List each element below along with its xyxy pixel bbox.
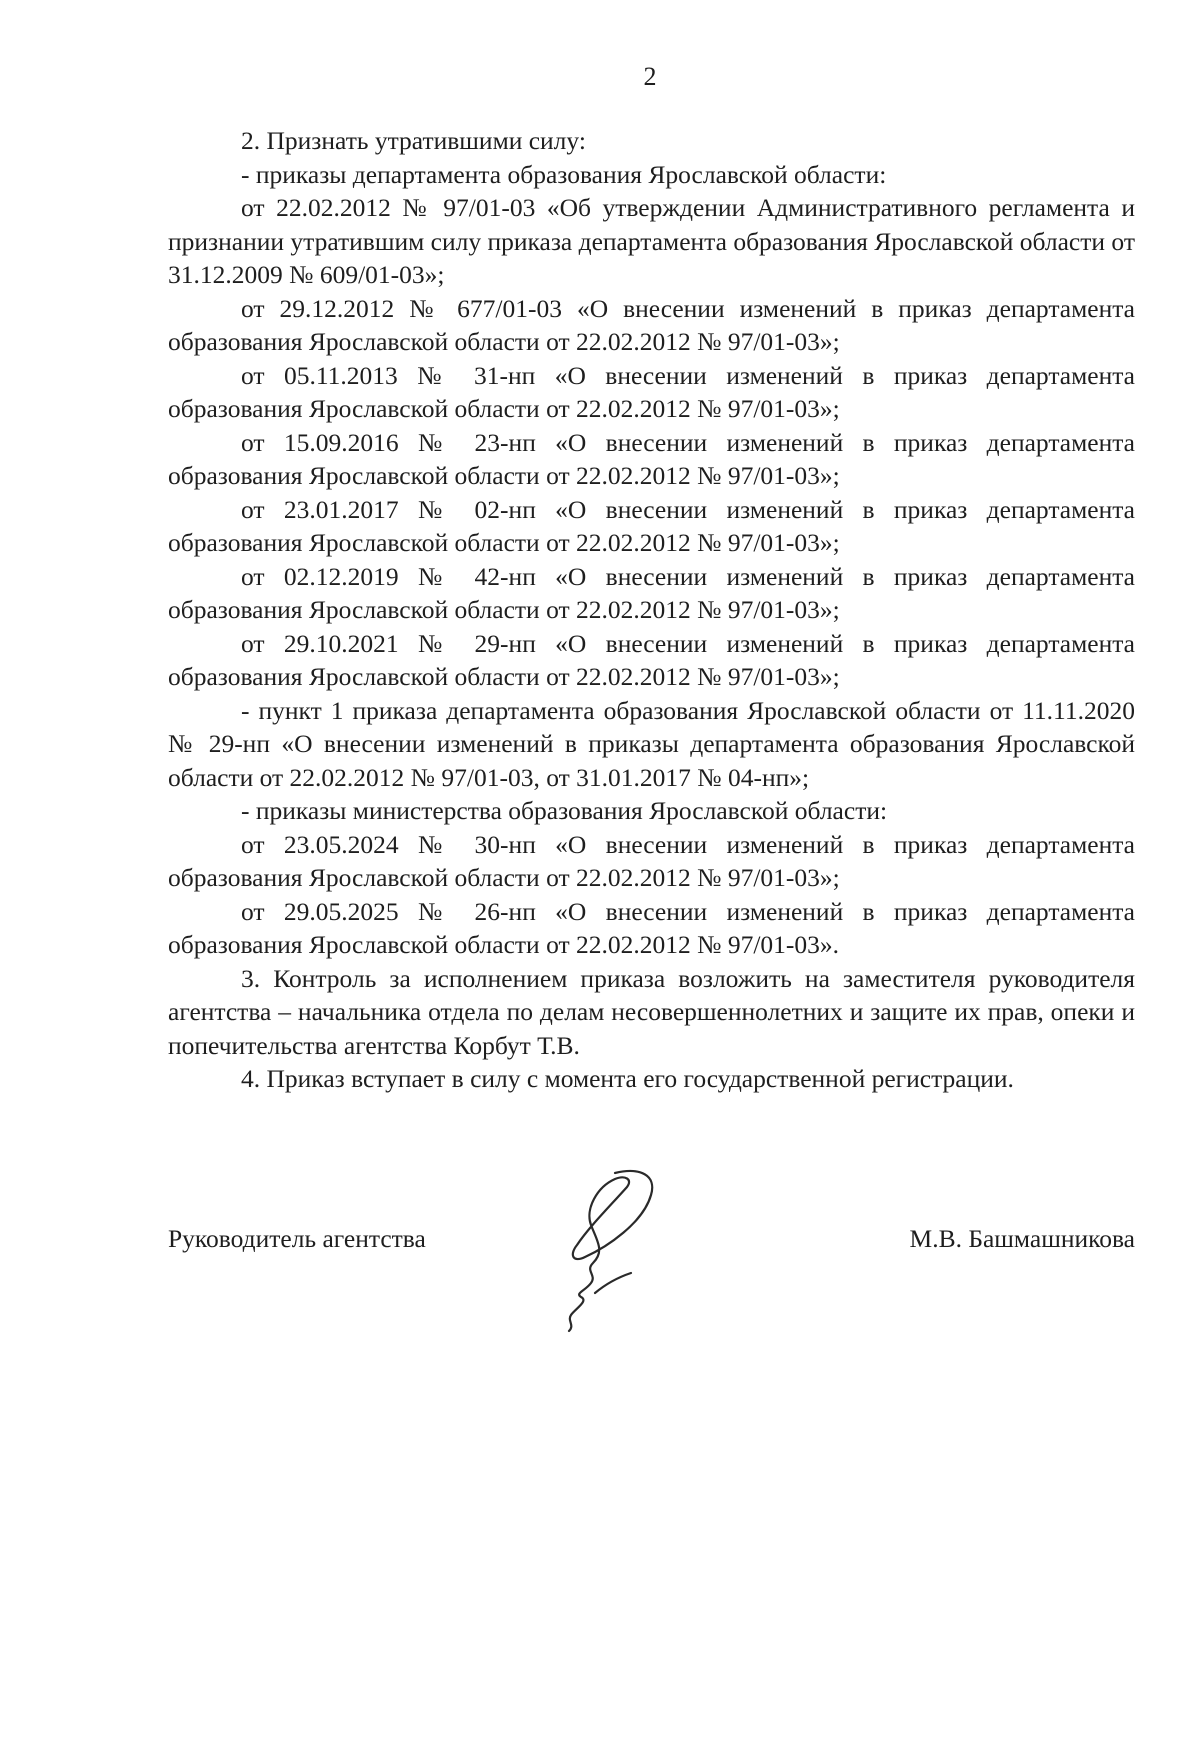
paragraph-order-2021-10-29: от 29.10.2021 № 29-нп «О внесении изменений в приказ департамента образования Ярославской области от 22.02.2012 № 97/01-03»; [168,628,1135,691]
paragraph-item-4-effective: 4. Приказ вступает в силу с момента его государственной регистрации. [241,1064,1014,1093]
paragraph-ministry-orders: - приказы министерства образования Ярославской области: [241,796,888,825]
paragraph-order-2013-11-05: от 05.11.2013 № 31-нп «О внесении изменений в приказ департамента образования Ярославской области от 22.02.2012 № 97/01-03»; [168,360,1135,423]
signature-block [168,1222,1135,1262]
signatory-name: М.В. Башмашникова [909,1224,1135,1253]
paragraph-point-1-order-2020-11-11: - пункт 1 приказа департамента образования Ярославской области от 11.11.2020 № 29-нп «О внесении изменений в приказы департамента образования Ярославской области от 22.02.2012 № 97/01-03, от 31.01.2017 № 04-нп»; [168,695,1135,792]
paragraph-order-2024-05-23: от 23.05.2024 № 30-нп «О внесении изменений в приказ департамента образования Ярославской области от 22.02.2012 № 97/01-03»; [168,829,1135,892]
signatory-position: Руководитель агентства [168,1224,426,1253]
paragraph-order-2025-05-29: от 29.05.2025 № 26-нп «О внесении изменений в приказ департамента образования Ярославской области от 22.02.2012 № 97/01-03». [168,896,1135,959]
document-body [168,124,1135,1096]
paragraph-order-2012-12-29: от 29.12.2012 № 677/01-03 «О внесении изменений в приказ департамента образования Ярославской области от 22.02.2012 № 97/01-03»; [168,293,1135,356]
paragraph-department-orders: - приказы департамента образования Ярославской области: [241,159,887,189]
paragraph-item-3-control: 3. Контроль за исполнением приказа возложить на заместителя руководителя агентства – начальника отдела по делам несовершеннолетних и защите их прав, опеки и попечительства агентства Корбут Т.В. [168,963,1135,1060]
paragraph-order-2017-01-23: от 23.01.2017 № 02-нп «О внесении изменений в приказ департамента образования Ярославской области от 22.02.2012 № 97/01-03»; [168,494,1135,557]
page-number: 2 [643,62,657,91]
paragraph-order-2012-02-22: от 22.02.2012 № 97/01-03 «Об утверждении Административного регламента и признании утратившим силу приказа департамента образования Ярославской области от 31.12.2009 № 609/01-03»; [168,193,1135,289]
paragraph-item-2-title: 2. Признать утратившими силу: [241,126,586,155]
paragraph-order-2019-12-02: от 02.12.2019 № 42-нп «О внесении изменений в приказ департамента образования Ярославской области от 22.02.2012 № 97/01-03»; [168,561,1135,624]
paragraph-order-2016-09-15: от 15.09.2016 № 23-нп «О внесении изменений в приказ департамента образования Ярославской области от 22.02.2012 № 97/01-03»; [168,427,1135,490]
